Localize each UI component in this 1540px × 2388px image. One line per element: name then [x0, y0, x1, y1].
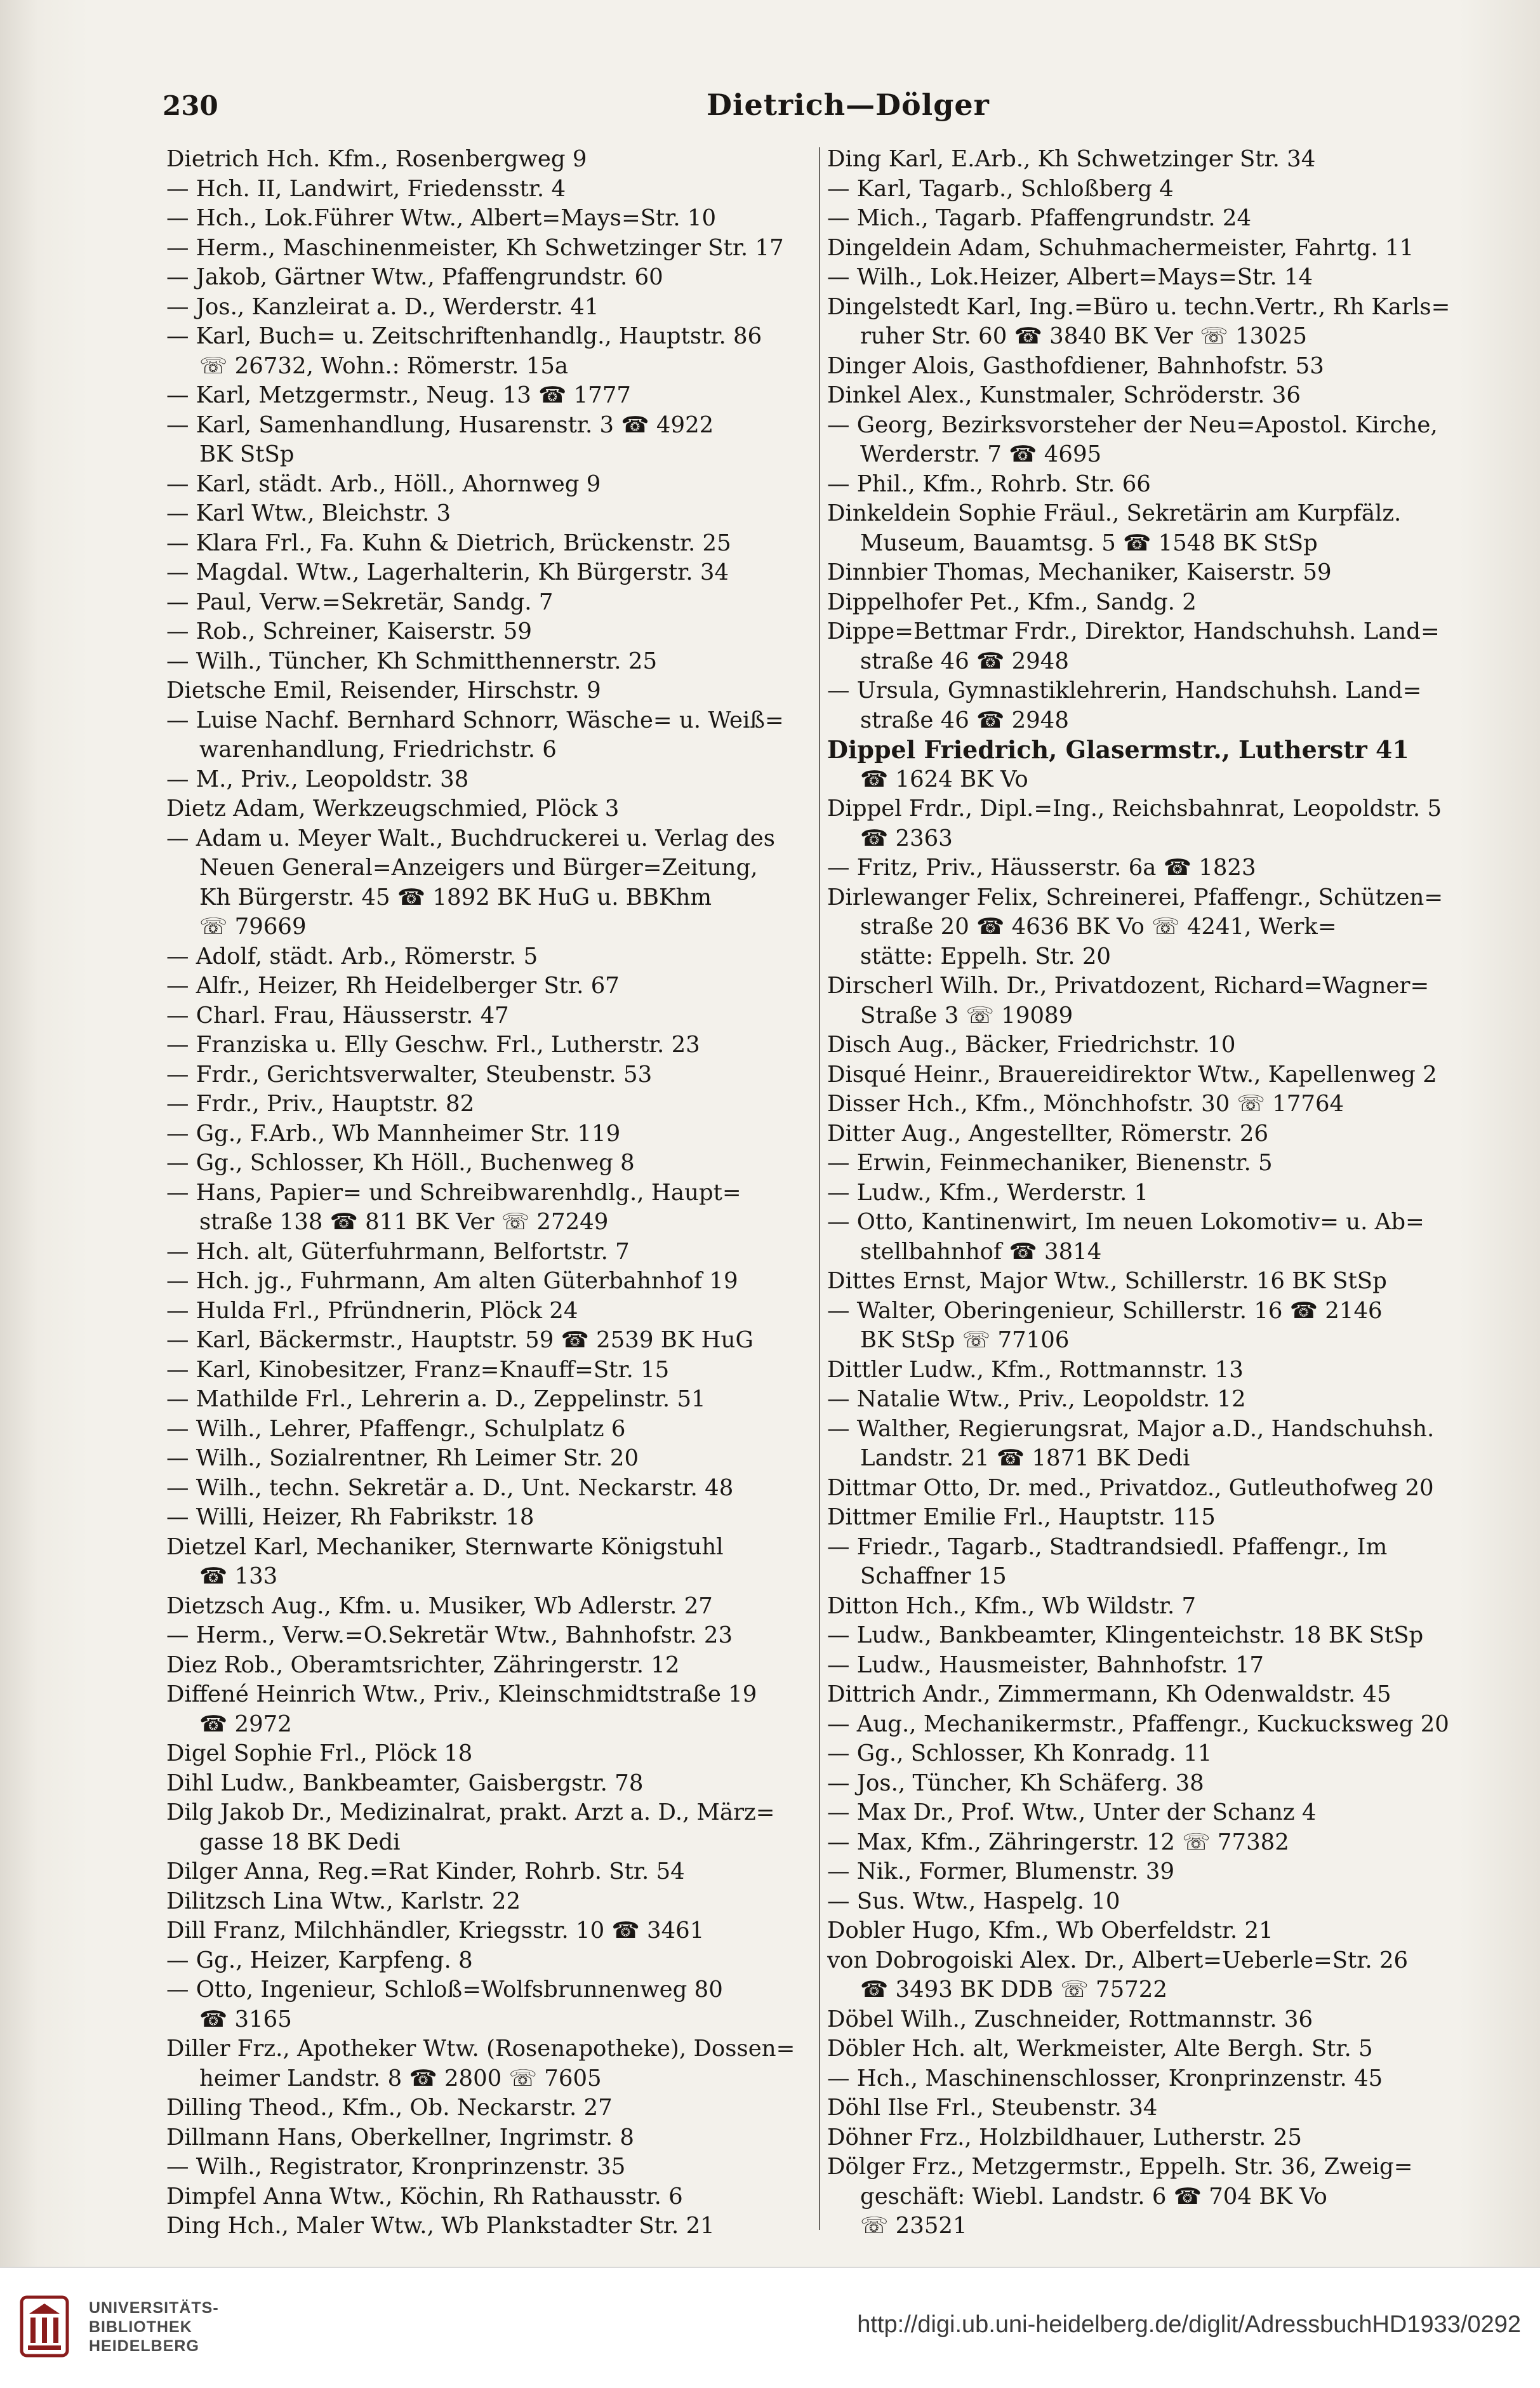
directory-entry-line: Dietz Adam, Werkzeugschmied, Plöck 3 [166, 796, 620, 822]
directory-entry-line: — Fritz, Priv., Häusserstr. 6a ☎ 1823 [827, 855, 1256, 881]
directory-entry-line: — Gg., F.Arb., Wb Mannheimer Str. 119 [166, 1120, 621, 1147]
directory-entry-line: Dilling Theod., Kfm., Ob. Neckarstr. 27 [166, 2095, 613, 2121]
directory-entry-line: Disqué Heinr., Brauereidirektor Wtw., Kapellenweg 2 [827, 1061, 1437, 1088]
directory-entry-line: stätte: Eppelh. Str. 20 [860, 943, 1111, 970]
directory-entry-line: ☎ 3493 BK DDB ☏ 75722 [860, 1977, 1167, 2003]
directory-entry-line: — Phil., Kfm., Rohrb. Str. 66 [827, 470, 1151, 497]
page-title: Dietrich—Dölger [707, 88, 990, 122]
directory-entry-line: Dittler Ludw., Kfm., Rottmannstr. 13 [827, 1356, 1244, 1383]
directory-entry-line: Schaffner 15 [860, 1563, 1007, 1589]
logo-line-3: HEIDELBERG [89, 2337, 199, 2355]
source-url-link[interactable]: http://digi.ub.uni-heidelberg.de/diglit/AdressbuchHD1933/0292 [857, 2311, 1521, 2338]
directory-entry-line: Ditter Aug., Angestellter, Römerstr. 26 [827, 1120, 1269, 1147]
directory-entry-line: Dilger Anna, Reg.=Rat Kinder, Rohrb. Str. 54 [166, 1858, 685, 1884]
directory-entry-line: — Gg., Schlosser, Kh Höll., Buchenweg 8 [166, 1150, 635, 1176]
directory-entry-line: Dingelstedt Karl, Ing.=Büro u. techn.Vertr., Rh Karls= [827, 293, 1450, 320]
directory-entry-line: — Hch., Maschinenschlosser, Kronprinzenstr. 45 [827, 2065, 1383, 2091]
directory-entry-line: gasse 18 BK Dedi [199, 1829, 401, 1855]
directory-entry-line: — Wilh., Lehrer, Pfaffengr., Schulplatz 6 [166, 1415, 626, 1442]
directory-entry-line: — Adolf, städt. Arb., Römerstr. 5 [166, 943, 538, 970]
directory-entry-line: — Karl, Tagarb., Schloßberg 4 [827, 175, 1174, 202]
directory-entry-line: — Ludw., Hausmeister, Bahnhofstr. 17 [827, 1651, 1264, 1678]
directory-entry-line: — Max Dr., Prof. Wtw., Unter der Schanz 4 [827, 1799, 1317, 1825]
directory-entry-line: Diffené Heinrich Wtw., Priv., Kleinschmidtstraße 19 [166, 1681, 757, 1707]
directory-entry-line: — Ursula, Gymnastiklehrerin, Handschuhsh. Land= [827, 677, 1422, 704]
directory-entry-line: — Willi, Heizer, Rh Fabrikstr. 18 [166, 1504, 534, 1530]
directory-entry-line: — Erwin, Feinmechaniker, Bienenstr. 5 [827, 1150, 1273, 1176]
directory-entry-line: — Gg., Schlosser, Kh Konradg. 11 [827, 1740, 1212, 1766]
directory-entry-line: — Karl, Samenhandlung, Husarenstr. 3 ☎ 4922 [166, 411, 714, 438]
directory-entry-line: — Alfr., Heizer, Rh Heidelberger Str. 67 [166, 973, 620, 999]
left-column [166, 145, 801, 2241]
directory-entry-line: — Hulda Frl., Pfründnerin, Plöck 24 [166, 1297, 578, 1324]
directory-entry-line: Dill Franz, Milchhändler, Kriegsstr. 10 ☎ 3461 [166, 1918, 705, 1944]
directory-entry-line: Ding Hch., Maler Wtw., Wb Plankstadter Str. 21 [166, 2213, 715, 2239]
directory-entry-line: ruher Str. 60 ☎ 3840 BK Ver ☏ 13025 [860, 323, 1307, 349]
directory-entry-line: BK StSp [199, 441, 295, 467]
directory-entry-line: von Dobrogoiski Alex. Dr., Albert=Ueberle=Str. 26 [827, 1947, 1409, 1973]
directory-entry-line: — Wilh., techn. Sekretär a. D., Unt. Neckarstr. 48 [166, 1474, 734, 1501]
directory-entry-line: — Georg, Bezirksvorsteher der Neu=Apostol. Kirche, [827, 411, 1438, 438]
directory-entry-line: — Rob., Schreiner, Kaiserstr. 59 [166, 618, 532, 644]
directory-entry-line: ☎ 1624 BK Vo [860, 766, 1028, 792]
directory-entry-line: Dihl Ludw., Bankbeamter, Gaisbergstr. 78 [166, 1770, 644, 1796]
directory-entry-line: heimer Landstr. 8 ☎ 2800 ☏ 7605 [199, 2065, 602, 2091]
directory-entry-line: ☎ 2363 [860, 825, 953, 851]
directory-entry-line: ☏ 79669 [199, 914, 307, 940]
directory-entry-line: — Ludw., Kfm., Werderstr. 1 [827, 1179, 1149, 1206]
directory-entry-line: Dietzsch Aug., Kfm. u. Musiker, Wb Adlerstr. 27 [166, 1592, 713, 1619]
right-column [827, 145, 1532, 2241]
directory-entry-line: Dietrich Hch. Kfm., Rosenbergweg 9 [166, 146, 587, 172]
directory-entry-line: Dittrich Andr., Zimmermann, Kh Odenwaldstr. 45 [827, 1681, 1391, 1707]
directory-entry-line: — Sus. Wtw., Haspelg. 10 [827, 1888, 1120, 1914]
library-logo-text [89, 2298, 219, 2356]
directory-entry-line: Dobler Hugo, Kfm., Wb Oberfeldstr. 21 [827, 1918, 1273, 1944]
directory-entry-line: — Jakob, Gärtner Wtw., Pfaffengrundstr. 60 [166, 264, 663, 290]
directory-entry-line: warenhandlung, Friedrichstr. 6 [199, 737, 557, 763]
directory-entry-line: ☏ 26732, Wohn.: Römerstr. 15a [199, 352, 569, 379]
directory-entry-line: — Herm., Maschinenmeister, Kh Schwetzinger Str. 17 [166, 234, 784, 261]
directory-entry-line: Dölger Frz., Metzgermstr., Eppelh. Str. 36, Zweig= [827, 2154, 1413, 2180]
directory-entry-line: straße 46 ☎ 2948 [860, 707, 1069, 733]
directory-entry-line: — M., Priv., Leopoldstr. 38 [166, 766, 469, 792]
directory-entry-line: Ding Karl, E.Arb., Kh Schwetzinger Str. 34 [827, 146, 1316, 172]
directory-entry-line: — Mich., Tagarb. Pfaffengrundstr. 24 [827, 205, 1252, 231]
directory-entry-line: — Gg., Heizer, Karpfeng. 8 [166, 1947, 473, 1973]
directory-entry-line: — Jos., Kanzleirat a. D., Werderstr. 41 [166, 293, 599, 320]
directory-entry-line: Museum, Bauamtsg. 5 ☎ 1548 BK StSp [860, 530, 1318, 556]
directory-entry-line: — Franziska u. Elly Geschw. Frl., Lutherstr. 23 [166, 1032, 700, 1058]
directory-entry-line: Diller Frz., Apotheker Wtw. (Rosenapotheke), Dossen= [166, 2036, 795, 2062]
directory-entry-line: Dittes Ernst, Major Wtw., Schillerstr. 16 BK StSp [827, 1268, 1387, 1294]
directory-entry-line: — Karl, Kinobesitzer, Franz=Knauff=Str. 15 [166, 1356, 670, 1383]
directory-entry-line: Diez Rob., Oberamtsrichter, Zähringerstr. 12 [166, 1651, 680, 1678]
directory-entry-line: Dilitzsch Lina Wtw., Karlstr. 22 [166, 1888, 521, 1914]
directory-entry-line: Döhner Frz., Holzbildhauer, Lutherstr. 25 [827, 2124, 1302, 2151]
directory-entry-line: Dittmer Emilie Frl., Hauptstr. 115 [827, 1504, 1216, 1530]
directory-entry-line: Dillmann Hans, Oberkellner, Ingrimstr. 8 [166, 2124, 634, 2151]
directory-entry-line: Dippelhofer Pet., Kfm., Sandg. 2 [827, 589, 1197, 615]
directory-entry-line: ☎ 3165 [199, 2006, 292, 2032]
directory-entry-line: Dirlewanger Felix, Schreinerei, Pfaffengr., Schützen= [827, 884, 1444, 911]
directory-entry-line: — Natalie Wtw., Priv., Leopoldstr. 12 [827, 1386, 1246, 1412]
directory-entry-line: Dittmar Otto, Dr. med., Privatdoz., Gutleuthofweg 20 [827, 1474, 1434, 1501]
page-number: 230 [163, 90, 218, 121]
page-header [163, 83, 1534, 133]
logo-line-2: BIBLIOTHEK [89, 2318, 192, 2336]
directory-entry-line: — Paul, Verw.=Sekretär, Sandg. 7 [166, 589, 554, 615]
directory-entry-line: — Hans, Papier= und Schreibwarenhdlg., Haupt= [166, 1179, 741, 1206]
directory-entry-line: — Mathilde Frl., Lehrerin a. D., Zeppelinstr. 51 [166, 1386, 706, 1412]
directory-entry-line: Straße 3 ☏ 19089 [860, 1002, 1073, 1029]
directory-entry-line: — Klara Frl., Fa. Kuhn & Dietrich, Brückenstr. 25 [166, 530, 731, 556]
directory-entry-line: — Wilh., Lok.Heizer, Albert=Mays=Str. 14 [827, 264, 1313, 290]
directory-entry-line: — Walter, Oberingenieur, Schillerstr. 16 ☎ 2146 [827, 1297, 1383, 1324]
directory-entry-line: — Walther, Regierungsrat, Major a.D., Handschuhsh. [827, 1415, 1435, 1442]
column-divider [819, 147, 820, 2230]
directory-entry-line: — Hch., Lok.Führer Wtw., Albert=Mays=Str. 10 [166, 205, 717, 231]
directory-entry-line: — Ludw., Bankbeamter, Klingenteichstr. 18 BK StSp [827, 1622, 1424, 1648]
directory-entry-line: Kh Bürgerstr. 45 ☎ 1892 BK HuG u. BBKhm [199, 884, 712, 911]
directory-entry-line: — Friedr., Tagarb., Stadtrandsiedl. Pfaffengr., Im [827, 1533, 1388, 1560]
directory-entry-line: Dietsche Emil, Reisender, Hirschstr. 9 [166, 677, 601, 704]
directory-entry-line: — Max, Kfm., Zähringerstr. 12 ☏ 77382 [827, 1829, 1289, 1855]
directory-entry-line: Dippel Friedrich, Glasermstr., Lutherstr 41 [827, 735, 1409, 764]
directory-entry-line: Dippe=Bettmar Frdr., Direktor, Handschuhsh. Land= [827, 618, 1440, 644]
directory-entry-line: — Wilh., Registrator, Kronprinzenstr. 35 [166, 2154, 626, 2180]
directory-entry-line: Landstr. 21 ☎ 1871 BK Dedi [860, 1445, 1190, 1471]
directory-entry-line: Dippel Frdr., Dipl.=Ing., Reichsbahnrat, Leopoldstr. 5 [827, 796, 1442, 822]
directory-entry-line: — Hch. jg., Fuhrmann, Am alten Güterbahnhof 19 [166, 1268, 738, 1294]
directory-entry-line: — Jos., Tüncher, Kh Schäferg. 38 [827, 1770, 1204, 1796]
directory-entry-line: — Wilh., Sozialrentner, Rh Leimer Str. 20 [166, 1445, 639, 1471]
directory-entry-line: Döhl Ilse Frl., Steubenstr. 34 [827, 2095, 1158, 2121]
directory-entry-line: — Frdr., Priv., Hauptstr. 82 [166, 1091, 475, 1117]
directory-entry-line: Dietzel Karl, Mechaniker, Sternwarte Königstuhl [166, 1533, 724, 1560]
directory-entry-line: Neuen General=Anzeigers und Bürger=Zeitung, [199, 855, 758, 881]
directory-entry-line: — Frdr., Gerichtsverwalter, Steubenstr. 53 [166, 1061, 653, 1088]
directory-entry-line: — Herm., Verw.=O.Sekretär Wtw., Bahnhofstr. 23 [166, 1622, 733, 1648]
directory-entry-line: — Karl Wtw., Bleichstr. 3 [166, 500, 451, 526]
directory-entry-line: — Adam u. Meyer Walt., Buchdruckerei u. Verlag des [166, 825, 775, 851]
directory-entry-line: — Otto, Ingenieur, Schloß=Wolfsbrunnenweg 80 [166, 1977, 723, 2003]
directory-entry-line: Döbler Hch. alt, Werkmeister, Alte Bergh. Str. 5 [827, 2036, 1373, 2062]
directory-entry-line: straße 46 ☎ 2948 [860, 648, 1069, 674]
directory-entry-line: Ditton Hch., Kfm., Wb Wildstr. 7 [827, 1592, 1197, 1619]
directory-entry-line: stellbahnhof ☎ 3814 [860, 1238, 1102, 1265]
directory-entry-line: Dinkel Alex., Kunstmaler, Schröderstr. 36 [827, 382, 1301, 408]
directory-entry-line: geschäft: Wiebl. Landstr. 6 ☎ 704 BK Vo [860, 2183, 1327, 2210]
directory-entry-line: ☏ 23521 [860, 2213, 967, 2239]
directory-entry-line: Dinger Alois, Gasthofdiener, Bahnhofstr. 53 [827, 352, 1324, 379]
university-seal-icon [19, 2295, 70, 2358]
directory-entry-line: ☎ 133 [199, 1563, 278, 1589]
footer-bar [0, 2267, 1540, 2388]
directory-entry-line: — Karl, städt. Arb., Höll., Ahornweg 9 [166, 470, 601, 497]
directory-entry-line: Disch Aug., Bäcker, Friedrichstr. 10 [827, 1032, 1236, 1058]
directory-entry-line: Digel Sophie Frl., Plöck 18 [166, 1740, 473, 1766]
directory-entry-line: — Nik., Former, Blumenstr. 39 [827, 1858, 1175, 1884]
directory-entry-line: Dingeldein Adam, Schuhmachermeister, Fahrtg. 11 [827, 234, 1414, 261]
directory-entry-line: — Hch. II, Landwirt, Friedensstr. 4 [166, 175, 566, 202]
directory-entry-line: — Aug., Mechanikermstr., Pfaffengr., Kuckucksweg 20 [827, 1711, 1449, 1737]
directory-entry-line: Döbel Wilh., Zuschneider, Rottmannstr. 36 [827, 2006, 1313, 2032]
directory-entry-line: — Charl. Frau, Häusserstr. 47 [166, 1002, 509, 1029]
directory-entry-line: Dilg Jakob Dr., Medizinalrat, prakt. Arzt a. D., März= [166, 1799, 775, 1825]
directory-entry-line: — Otto, Kantinenwirt, Im neuen Lokomotiv= u. Ab= [827, 1209, 1424, 1235]
directory-entry-line: Disser Hch., Kfm., Mönchhofstr. 30 ☏ 17764 [827, 1091, 1344, 1117]
directory-entry-line: Dinnbier Thomas, Mechaniker, Kaiserstr. 59 [827, 559, 1332, 585]
logo-line-1: UNIVERSITÄTS- [89, 2299, 219, 2317]
directory-entry-line: — Karl, Bäckermstr., Hauptstr. 59 ☎ 2539 BK HuG [166, 1327, 753, 1353]
directory-entry-line: straße 20 ☎ 4636 BK Vo ☏ 4241, Werk= [860, 914, 1337, 940]
directory-entry-line: — Karl, Buch= u. Zeitschriftenhandlg., Hauptstr. 86 [166, 323, 762, 349]
directory-entry-line: Dinkeldein Sophie Fräul., Sekretärin am Kurpfälz. [827, 500, 1402, 526]
directory-entry-line: — Wilh., Tüncher, Kh Schmitthennerstr. 25 [166, 648, 658, 674]
directory-entry-line: ☎ 2972 [199, 1711, 292, 1737]
directory-entry-line: — Luise Nachf. Bernhard Schnorr, Wäsche= u. Weiß= [166, 707, 784, 733]
directory-entry-line: — Magdal. Wtw., Lagerhalterin, Kh Bürgerstr. 34 [166, 559, 729, 585]
directory-entry-line: Dimpfel Anna Wtw., Köchin, Rh Rathausstr. 6 [166, 2183, 683, 2210]
directory-entry-line: — Hch. alt, Güterfuhrmann, Belfortstr. 7 [166, 1238, 630, 1265]
directory-entry-line: Werderstr. 7 ☎ 4695 [860, 441, 1102, 467]
directory-entry-line: — Karl, Metzgermstr., Neug. 13 ☎ 1777 [166, 382, 631, 408]
directory-entry-line: BK StSp ☏ 77106 [860, 1327, 1070, 1353]
directory-entry-line: straße 138 ☎ 811 BK Ver ☏ 27249 [199, 1209, 609, 1235]
directory-entry-line: Dirscherl Wilh. Dr., Privatdozent, Richard=Wagner= [827, 973, 1430, 999]
